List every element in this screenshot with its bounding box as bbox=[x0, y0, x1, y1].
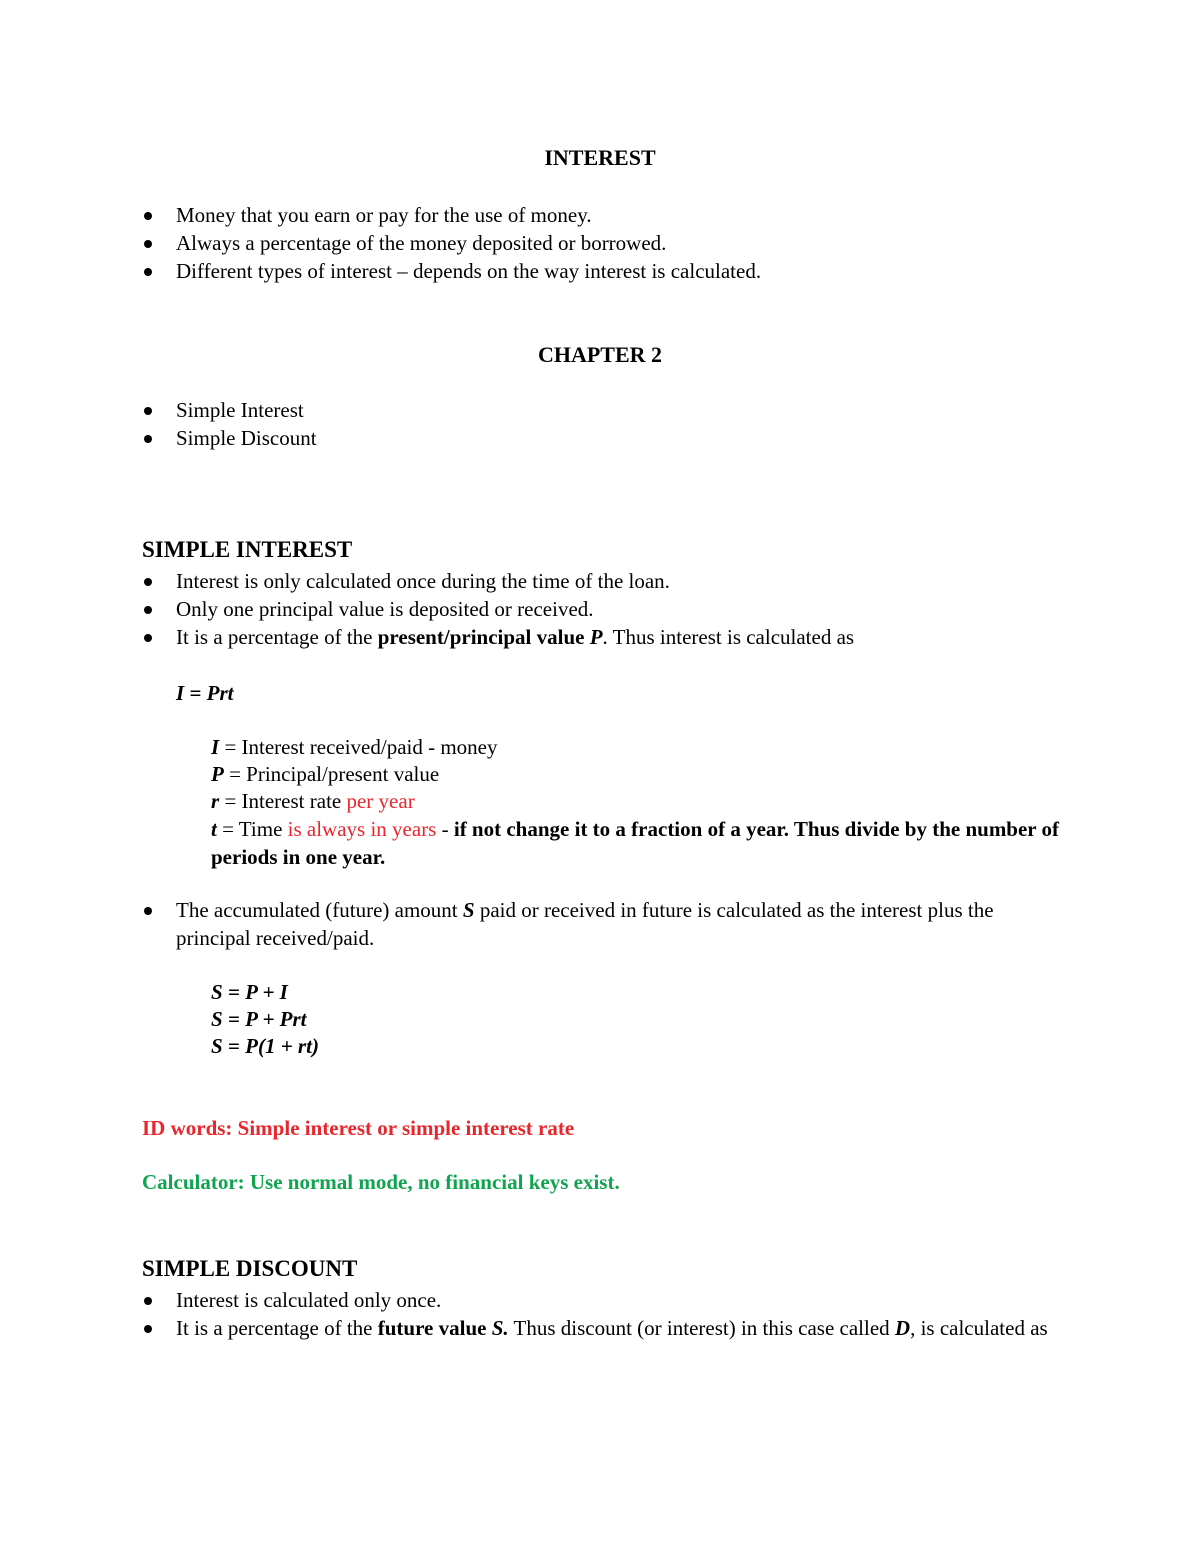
list-item: Simple Discount bbox=[142, 424, 317, 452]
list-item: Interest is only calculated once during the time of the loan. bbox=[142, 567, 854, 595]
formula-line: S = P + Prt bbox=[211, 1007, 307, 1031]
bold-term: present/principal value bbox=[377, 625, 590, 649]
accumulated-bullet-list bbox=[142, 896, 1066, 952]
list-item bbox=[142, 1314, 1066, 1342]
bullet-text: It is a percentage of the bbox=[176, 1316, 378, 1340]
bullet-text: . Thus interest is calculated as bbox=[602, 625, 855, 649]
bullet-text: Thus discount (or interest) in this case called bbox=[508, 1316, 895, 1340]
list-item bbox=[142, 623, 854, 651]
highlight-red: per year bbox=[346, 789, 415, 813]
variable: P bbox=[589, 625, 603, 649]
list-item: Different types of interest – depends on the way interest is calculated. bbox=[142, 257, 761, 285]
definition-t bbox=[211, 815, 1071, 871]
highlight-red: is always in years bbox=[287, 817, 437, 841]
bullet-text: The accumulated (future) amount bbox=[176, 898, 463, 922]
id-words-note: ID words: Simple interest or simple interest rate bbox=[142, 1116, 575, 1140]
variable: S. bbox=[491, 1316, 509, 1340]
variable: r bbox=[211, 789, 220, 813]
bullet-text: It is a percentage of the bbox=[176, 625, 378, 649]
calculator-note: Calculator: Use normal mode, no financial keys exist. bbox=[142, 1170, 620, 1194]
simple-interest-heading: SIMPLE INTEREST bbox=[142, 537, 353, 562]
definition-r bbox=[211, 787, 415, 815]
formula-line: S = P + I bbox=[211, 980, 288, 1004]
simple-discount-bullet-list bbox=[142, 1286, 1066, 1342]
formula-line: S = P(1 + rt) bbox=[211, 1034, 319, 1058]
list-item: Only one principal value is deposited or received. bbox=[142, 595, 854, 623]
variable: D bbox=[894, 1316, 911, 1340]
list-item bbox=[142, 896, 1066, 952]
interest-bullet-list bbox=[142, 201, 761, 285]
definition-text: = Time bbox=[216, 817, 288, 841]
bold-note: if not change it to a fraction of a year. Thus divide by the number of periods in one year. bbox=[211, 817, 1059, 869]
list-item: Money that you earn or pay for the use of money. bbox=[142, 201, 761, 229]
chapter-title: CHAPTER 2 bbox=[537, 342, 663, 367]
definition-I bbox=[211, 733, 498, 761]
bullet-text: paid or received in future is calculated as the interest plus the principal received/paid. bbox=[176, 898, 994, 950]
variable: I bbox=[211, 735, 220, 759]
definition-text: = Interest received/paid - money bbox=[219, 735, 498, 759]
chapter-bullet-list bbox=[142, 396, 317, 452]
simple-interest-bullet-list bbox=[142, 567, 854, 651]
definition-text: - bbox=[436, 817, 454, 841]
bold-term: future value bbox=[377, 1316, 492, 1340]
list-item: Always a percentage of the money deposited or borrowed. bbox=[142, 229, 761, 257]
variable: P bbox=[211, 762, 224, 786]
definition-text: = Principal/present value bbox=[223, 762, 440, 786]
bullet-text: , is calculated as bbox=[910, 1316, 1048, 1340]
simple-discount-heading: SIMPLE DISCOUNT bbox=[142, 1256, 358, 1281]
variable: S bbox=[462, 898, 475, 922]
interest-title: INTEREST bbox=[544, 145, 656, 170]
formula-main: I = Prt bbox=[176, 681, 234, 705]
definition-text: = Interest rate bbox=[219, 789, 347, 813]
variable: t bbox=[211, 817, 217, 841]
list-item: Interest is calculated only once. bbox=[142, 1286, 1066, 1314]
definition-P bbox=[211, 760, 439, 788]
list-item: Simple Interest bbox=[142, 396, 317, 424]
